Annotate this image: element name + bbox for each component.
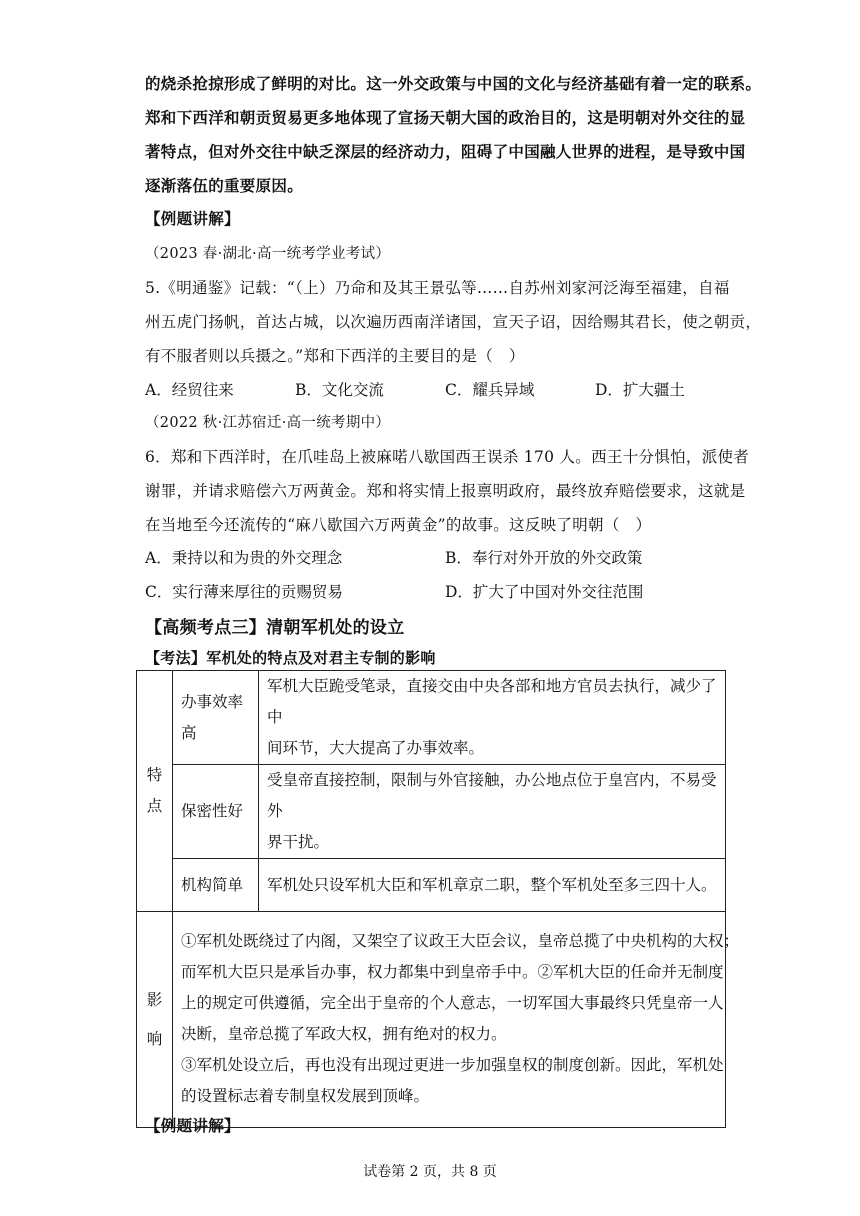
feature-desc-line: 军机处只设军机大臣和军机章京二职，整个军机处至多三四十人。 [267,875,717,894]
feature-name-cell [173,671,259,765]
military-office-table [136,670,740,1128]
table-row [137,671,726,765]
question-5-option-a[interactable]: A．经贸往来 [145,381,234,399]
feature-desc-line: 军机大臣跪受笔录，直接交由中央各部和地方官员去执行，减少了中 [267,677,717,726]
feature-desc-cell [259,765,726,859]
feature-name-line: 保密性好 [181,802,244,820]
question-5-source: （2023 春·湖北·高一统考学业考试） [145,246,391,262]
question-5-line-2: 州五虎门扬帆，首达占城，以次遍历西南洋诸国，宣天子诏，因给赐其君长，使之朝贡， [145,313,762,331]
table-row [137,912,726,1128]
example-header-2: 【例题讲解】 [145,1117,240,1135]
impact-line: 而军机大臣只是承旨办事，权力都集中到皇帝手中。②军机大臣的任命并无制度 [181,962,724,981]
question-5-option-c[interactable]: C．耀兵异域 [445,381,535,399]
feature-desc-line: 间环节，大大提高了办事效率。 [267,739,485,757]
impact-line: 决断，皇帝总揽了军政大权，拥有绝对的权力。 [181,1024,507,1043]
impact-label-char-2: 响 [146,1029,163,1048]
question-6-line-3: 在当地至今还流传的“麻八歇国六万两黄金”的故事。这反映了明朝（ ） [145,516,652,534]
kaofa-title: 【考法】军机处的特点及对君主专制的影响 [145,649,436,667]
question-6-option-c[interactable]: C．实行薄来厚往的贡赐贸易 [145,583,343,601]
intro-line-1: 的烧杀抢掠形成了鲜明的对比。这一外交政策与中国的文化与经济基础有着一定的联系。 [145,75,762,93]
section-title: 【高频考点三】清朝军机处的设立 [145,618,405,638]
intro-line-4: 逐渐落伍的重要原因。 [145,177,304,195]
impact-line: 的设置标志着专制皇权发展到顶峰。 [181,1086,430,1105]
page-footer: 试卷第 2 页，共 8 页 [363,1164,497,1180]
question-5-line-3: 有不服者则以兵摄之。”郑和下西洋的主要目的是（ ） [145,347,525,365]
feature-label-cell [137,671,173,912]
intro-line-3: 著特点，但对外交往中缺乏深层的经济动力，阻碍了中国融人世界的进程，是导致中国 [145,143,746,161]
feature-name-cell [173,765,259,859]
feature-label-char-2: 点 [146,797,163,815]
example-header: 【例题讲解】 [145,210,240,228]
question-5-option-b[interactable]: B．文化交流 [295,381,384,399]
question-6-option-d[interactable]: D．扩大了中国对外交往范围 [445,583,644,601]
feature-desc-line: 受皇帝直接控制，限制与外官接触，办公地点位于皇宫内，不易受外 [267,771,717,820]
impact-label-char-1: 影 [146,990,163,1009]
question-6-line-1: 6．郑和下西洋时，在爪哇岛上被麻喏八歇国西王误杀 170 人。西王十分惧怕，派使者 [145,448,750,466]
impact-line: ③军机处设立后，再也没有出现过更进一步加强皇权的制度创新。因此，军机处 [181,1055,724,1074]
impact-desc-cell [173,912,740,1128]
impact-line: ①军机处既绕过了内阁，又架空了议政王大臣会议，皇帝总揽了中央机构的大权； [181,931,740,950]
feature-desc-line: 界干扰。 [267,833,330,851]
feature-name-line: 办事效率 [181,692,244,711]
table-row [137,859,726,912]
impact-label-cell [137,912,173,1128]
feature-desc-cell [259,859,726,912]
impact-line: 上的规定可供遵循，完全出于皇帝的个人意志，一切军国大事最终只凭皇帝一人 [181,993,724,1012]
question-6-line-2: 谢罪，并请求赔偿六万两黄金。郑和将实情上报禀明政府，最终放弃赔偿要求，这就是 [145,482,746,500]
feature-name-cell [173,859,259,912]
question-6-option-a[interactable]: A．秉持以和为贵的外交理念 [145,549,343,567]
question-5-option-d[interactable]: D．扩大疆土 [595,381,685,399]
intro-line-2: 郑和下西洋和朝贡贸易更多地体现了宣扬天朝大国的政治目的，这是明朝对外交往的显 [145,109,746,127]
feature-name-line: 高 [181,723,197,742]
question-5-line-1: 5.《明通鉴》记载：“（上）乃命和及其王景弘等……自苏州刘家河泛海至福建，自福 [145,279,730,297]
feature-name-line: 机构简单 [181,875,244,894]
feature-desc-cell [259,671,726,765]
question-6-source: （2022 秋·江苏宿迁·高一统考期中） [145,415,391,431]
table-row [137,765,726,859]
feature-label-char-1: 特 [146,766,163,784]
question-6-option-b[interactable]: B．奉行对外开放的外交政策 [445,549,643,567]
